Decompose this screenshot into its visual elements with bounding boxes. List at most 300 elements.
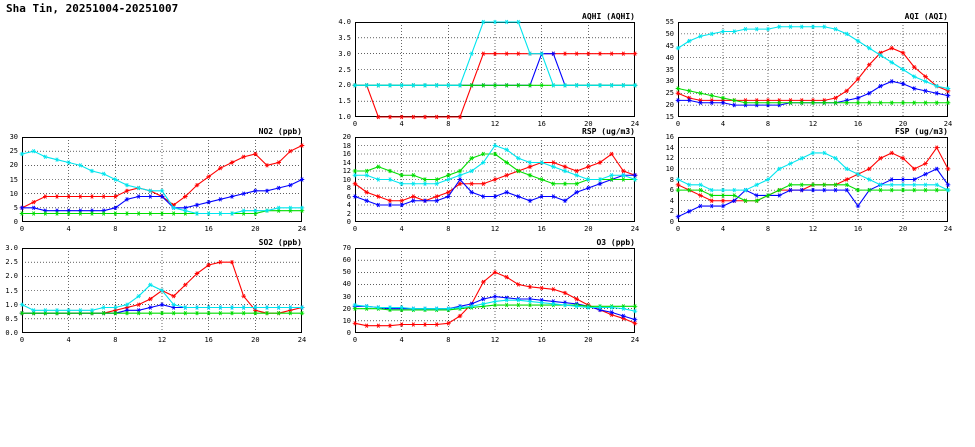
series-marker [833,183,838,187]
series-marker [206,212,211,216]
series-marker [136,212,141,216]
series-marker [399,306,404,310]
series-marker [288,206,293,210]
plot-area-rsp [355,137,635,222]
plot-area-no2 [22,137,302,222]
series-marker [901,101,906,105]
x-tick-no2: 16 [204,225,213,233]
series-marker [364,83,369,87]
series-marker [148,195,153,199]
series-marker [551,52,556,56]
series-line [22,146,302,208]
series-marker [218,197,223,201]
series-marker [721,30,726,34]
series-marker [822,183,827,187]
x-tick-aqhi: 24 [630,120,640,128]
series-marker [621,316,626,320]
series-marker [43,311,48,315]
series-marker [388,115,393,119]
series-marker [528,173,533,177]
series-marker [609,313,614,317]
series-marker [171,206,176,210]
series-marker [469,83,474,87]
series-marker [125,189,130,193]
x-tick-aqhi: 16 [537,120,546,128]
series-marker [446,173,451,177]
y-tick-rsp: 12 [342,167,351,175]
series-marker [288,308,293,312]
series-marker [743,188,748,192]
series-marker [528,199,533,203]
x-tick-o3: 12 [490,336,500,344]
y-tick-so2: 0.5 [5,314,18,323]
series-marker [788,188,793,192]
series-marker [458,83,463,87]
series-marker [113,308,118,312]
x-tick-no2: 8 [113,225,118,233]
series-marker [799,188,804,192]
y-tick-o3: 0 [346,329,351,337]
series-marker [481,280,486,284]
x-tick-rsp: 20 [584,225,593,233]
series-marker [687,209,692,213]
series-marker [376,115,381,119]
series-marker [265,209,270,213]
series-marker [598,178,603,182]
series-marker [160,212,165,216]
series-marker [889,46,894,50]
series-marker [844,101,849,105]
series-marker [598,83,603,87]
series-marker [265,311,270,315]
series-marker [241,306,246,310]
series-marker [698,34,703,38]
series-line [22,180,302,211]
series-marker [90,209,95,213]
y-tick-aqi: 15 [665,113,674,121]
series-marker [878,51,883,55]
series-marker [160,195,165,199]
series-marker [136,186,141,190]
series-marker [878,188,883,192]
series-marker [411,83,416,87]
series-marker [230,161,235,165]
y-tick-o3: 60 [342,256,351,265]
series-marker [113,206,118,210]
series-marker [55,212,60,216]
series-marker [218,311,223,315]
x-tick-so2: 12 [157,336,167,344]
series-marker [598,308,603,312]
series-marker [90,212,95,216]
series-marker [621,304,626,308]
series-marker [241,192,246,196]
series-marker [516,195,521,199]
series-marker [844,178,849,182]
series-marker [867,91,872,95]
series-marker [732,193,737,197]
y-tick-o3: 70 [342,244,351,252]
series-marker [732,103,737,107]
series-marker [276,186,281,190]
series-marker [434,178,439,182]
series-marker [288,311,293,315]
series-marker [423,307,428,311]
series-marker [353,173,358,177]
x-tick-rsp: 4 [399,225,404,233]
series-line [678,89,948,103]
series-line [22,151,302,213]
series-marker [43,195,48,199]
series-marker [504,83,509,87]
series-marker [551,195,556,199]
series-marker [43,155,48,159]
series-marker [399,203,404,207]
series-marker [388,178,393,182]
series-marker [709,101,714,105]
series-marker [586,83,591,87]
series-marker [195,212,200,216]
series-marker [901,68,906,72]
series-marker [676,46,681,50]
series-marker [563,303,568,307]
series-marker [766,103,771,107]
series-marker [469,83,474,87]
series-marker [353,83,358,87]
series-marker [539,298,544,302]
series-marker [31,200,36,204]
series-marker [878,183,883,187]
series-marker [458,115,463,119]
series-marker [586,83,591,87]
series-marker [300,306,305,310]
series-marker [446,195,451,199]
series-marker [90,311,95,315]
series-marker [20,206,25,210]
series-marker [300,144,305,148]
series-marker [78,311,83,315]
series-marker [833,101,838,105]
series-marker [31,311,36,315]
x-tick-no2: 12 [157,225,167,233]
series-marker [923,183,928,187]
series-marker [633,318,638,322]
series-marker [353,304,358,308]
series-marker [183,212,188,216]
x-tick-so2: 0 [19,336,25,344]
series-marker [844,32,849,36]
series-marker [364,307,369,311]
series-marker [230,212,235,216]
series-marker [811,188,816,192]
chart-title-no2: NO2 (ppb) [258,127,302,136]
series-marker [230,306,235,310]
series-marker [160,289,165,293]
y-tick-rsp: 4 [346,201,351,209]
series-marker [171,306,176,310]
series-marker [743,199,748,203]
series-marker [528,299,533,303]
series-marker [551,299,556,303]
series-marker [934,84,939,88]
y-tick-so2: 0.0 [5,329,18,337]
series-marker [528,285,533,289]
series-marker [101,195,106,199]
series-marker [528,165,533,169]
series-marker [434,83,439,87]
x-tick-o3: 4 [399,336,404,344]
series-marker [709,204,714,208]
series-marker [504,190,509,194]
series-marker [754,199,759,203]
series-marker [276,209,281,213]
series-marker [946,101,951,105]
series-marker [504,52,509,56]
y-tick-o3: 50 [342,268,351,277]
series-marker [469,302,474,306]
y-tick-so2: 1.0 [5,300,18,309]
series-marker [732,98,737,102]
series-marker [195,212,200,216]
series-marker [539,178,544,182]
series-marker [912,178,917,182]
series-marker [799,188,804,192]
series-marker [364,83,369,87]
series-marker [901,156,906,160]
x-tick-rsp: 8 [446,225,451,233]
series-marker [423,307,428,311]
series-marker [551,165,556,169]
series-marker [923,75,928,79]
series-marker [171,294,176,298]
series-marker [788,98,793,102]
series-line [355,300,635,311]
series-marker [434,307,439,311]
series-marker [31,311,36,315]
series-marker [218,306,223,310]
series-marker [160,189,165,193]
series-marker [754,183,759,187]
series-marker [709,94,714,98]
series-marker [376,324,381,328]
series-marker [754,98,759,102]
series-marker [516,169,521,173]
series-marker [777,188,782,192]
series-marker [563,301,568,305]
y-tick-so2: 2.0 [5,272,18,281]
plot-area-aqhi [355,22,635,117]
series-marker [912,101,917,105]
y-tick-rsp: 16 [342,150,351,158]
series-marker [493,52,498,56]
series-marker [230,212,235,216]
series-marker [609,83,614,87]
series-marker [889,183,894,187]
series-marker [446,83,451,87]
series-marker [388,83,393,87]
series-marker [539,303,544,307]
x-tick-fsp: 12 [808,225,818,233]
series-marker [528,297,533,301]
y-tick-o3: 20 [342,304,351,313]
series-marker [609,304,614,308]
series-marker [481,297,486,301]
series-marker [364,324,369,328]
series-marker [148,311,153,315]
series-marker [687,98,692,102]
series-marker [446,115,451,119]
series-marker [833,27,838,31]
series-marker [856,77,861,81]
y-tick-rsp: 2 [346,209,351,218]
series-marker [676,98,681,102]
series-marker [399,307,404,311]
series-marker [493,195,498,199]
series-marker [364,83,369,87]
series-marker [788,101,793,105]
series-marker [288,306,293,310]
series-marker [609,52,614,56]
y-tick-fsp: 8 [669,175,674,184]
y-tick-aqi: 20 [665,101,674,110]
series-marker [586,306,591,310]
series-marker [574,169,579,173]
series-marker [101,172,106,176]
series-marker [732,199,737,203]
series-marker [469,83,474,87]
series-marker [754,27,759,31]
series-marker [171,203,176,207]
series-marker [934,101,939,105]
series-marker [687,39,692,43]
series-marker [136,303,141,307]
series-marker [698,98,703,102]
series-marker [78,209,83,213]
series-marker [721,96,726,100]
y-tick-rsp: 6 [346,192,351,201]
y-tick-fsp: 16 [665,133,674,141]
series-marker [160,311,165,315]
series-marker [563,303,568,307]
series-marker [458,307,463,311]
series-marker [458,173,463,177]
y-tick-aqhi: 1.5 [338,97,351,106]
y-tick-rsp: 20 [342,133,351,141]
series-marker [867,46,872,50]
series-marker [833,101,838,105]
series-marker [241,294,246,298]
series-marker [633,178,638,182]
series-marker [878,101,883,105]
series-marker [66,308,71,312]
x-tick-o3: 8 [446,336,451,344]
series-marker [481,182,486,186]
series-marker [676,178,681,182]
series-marker [539,52,544,56]
series-marker [934,183,939,187]
series-line [355,22,635,85]
series-marker [598,161,603,165]
y-tick-so2: 1.5 [5,286,18,295]
series-marker [698,91,703,95]
series-marker [171,206,176,210]
series-marker [867,188,872,192]
series-marker [43,212,48,216]
series-marker [743,98,748,102]
series-marker [481,83,486,87]
series-marker [353,169,358,173]
series-marker [253,209,258,213]
series-marker [598,178,603,182]
series-marker [889,151,894,155]
y-tick-rsp: 0 [346,218,351,226]
series-marker [822,25,827,29]
series-line [678,27,948,89]
series-marker [946,89,951,93]
series-marker [539,52,544,56]
x-tick-aqi: 16 [853,120,863,128]
series-marker [113,306,118,310]
series-marker [125,303,130,307]
series-marker [353,83,358,87]
series-marker [411,115,416,119]
series-marker [574,182,579,186]
series-marker [539,195,544,199]
series-marker [55,158,60,162]
series-marker [218,260,223,264]
series-marker [411,323,416,327]
series-marker [934,84,939,88]
series-marker [698,183,703,187]
series-marker [528,52,533,56]
series-marker [504,148,509,152]
series-marker [206,306,211,310]
series-marker [434,308,439,312]
series-marker [934,146,939,150]
series-marker [388,199,393,203]
series-marker [844,183,849,187]
series-marker [633,83,638,87]
series-marker [55,195,60,199]
series-marker [276,206,281,210]
series-marker [516,282,521,286]
x-tick-aqi: 12 [808,120,818,128]
series-marker [504,303,509,307]
series-line [678,81,948,105]
series-marker [811,101,816,105]
series-marker [125,311,130,315]
series-marker [423,115,428,119]
series-line [678,48,948,100]
series-marker [434,323,439,327]
series-marker [844,188,849,192]
series-marker [206,175,211,179]
series-marker [721,188,726,192]
series-marker [241,311,246,315]
series-marker [206,311,211,315]
series-marker [446,321,451,325]
series-marker [754,103,759,107]
series-marker [481,161,486,165]
y-tick-aqhi: 2.5 [338,65,351,74]
series-marker [90,308,95,312]
series-marker [300,209,305,213]
series-marker [946,167,951,171]
series-marker [504,275,509,279]
chart-title-aqi: AQI (AQI) [904,12,948,21]
y-tick-aqhi: 3.5 [338,33,351,42]
series-marker [469,304,474,308]
